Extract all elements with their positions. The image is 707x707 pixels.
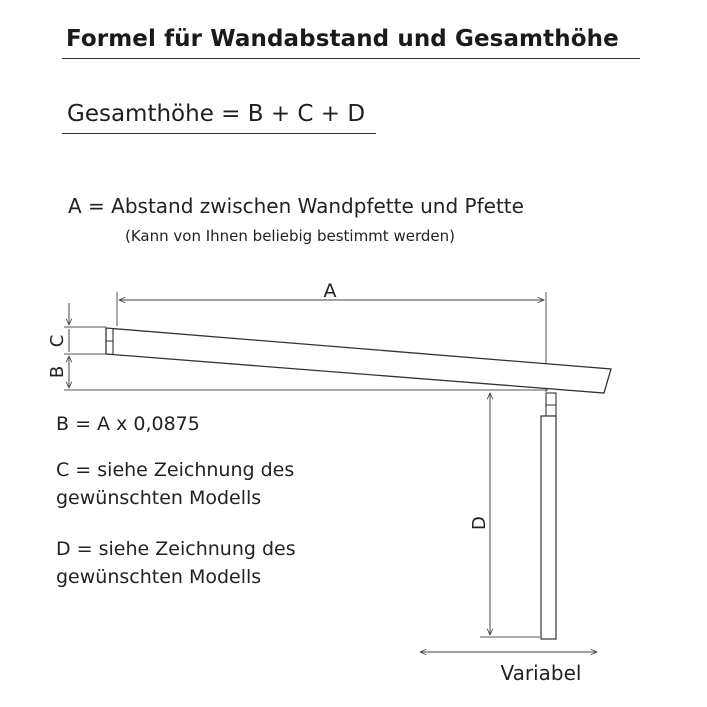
dimension-d (469, 393, 540, 637)
definition-d-line1: D = siehe Zeichnung des (56, 538, 296, 560)
definition-b: B = A x 0,0875 (56, 413, 200, 435)
dimension-a (117, 280, 546, 392)
label-c: C (47, 334, 68, 348)
definition-c-line1: C = siehe Zeichnung des (56, 459, 295, 481)
label-b: B (47, 365, 68, 379)
label-d: D (469, 516, 490, 530)
dimension-variabel (420, 652, 597, 685)
formula-underline (62, 133, 376, 134)
total-height-formula: Gesamthöhe = B + C + D (67, 101, 366, 127)
label-a: A (323, 280, 337, 302)
definition-a-note: (Kann von Ihnen beliebig bestimmt werden) (125, 227, 455, 245)
definition-a: A = Abstand zwischen Wandpfette und Pfette (68, 194, 524, 218)
definition-c-line2: gewünschten Modells (56, 487, 262, 509)
dimension-b-c (47, 303, 548, 390)
definition-d-line2: gewünschten Modells (56, 566, 262, 588)
roof-beam (106, 328, 611, 393)
label-variabel: Variabel (500, 661, 582, 685)
post (541, 393, 556, 639)
page-title: Formel für Wandabstand und Gesamthöhe (66, 26, 619, 52)
title-underline (62, 58, 640, 59)
